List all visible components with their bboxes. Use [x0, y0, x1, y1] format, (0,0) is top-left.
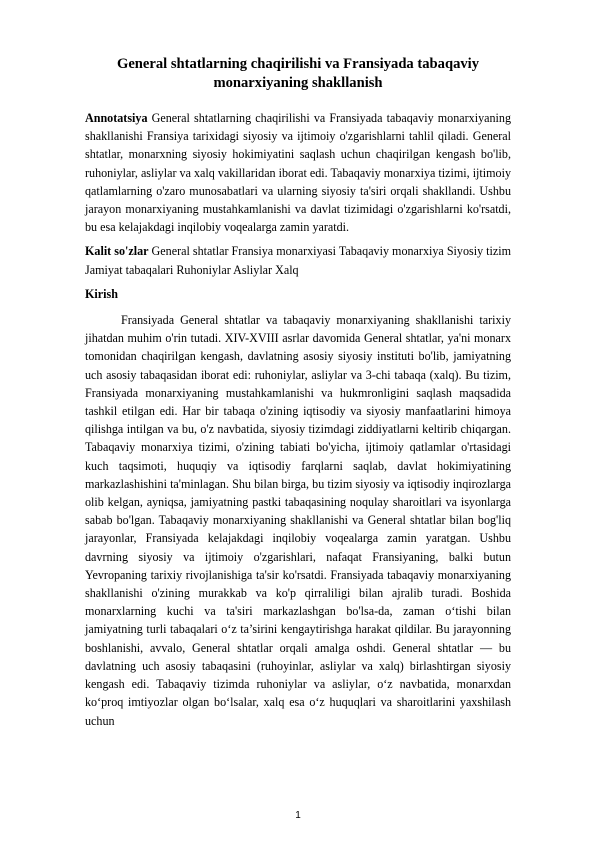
keywords-label: Kalit so'zlar [85, 244, 149, 259]
abstract-paragraph [85, 109, 511, 236]
section-heading-kirish: Kirish [85, 286, 118, 301]
abstract-text: General shtatlarning chaqirilishi va Fransiyada tabaqaviy monarxiyaning shakllanishi Fransiya tarixidagi siyosiy va ijtimoiy o'zgarishlarni tahlil qiladi. General shtatlar, monarxning siyosiy hokimiyatini saqlash uchun chaqirilgan kengash bo'lib, ruhoniylar, asliylar va xalq vakillaridan iborat edi. Tabaqaviy monarxiya tizimi, ijtimoiy qatlamlarning o'zaro munosabatlari va ularning siyosiy ta'siri orqali shakllandi. Ushbu jarayon monarxiyaning mustahkamlanishi va davlat tizimidagi o'zgarishlarni ko'rsatdi, bu esa kelajakdagi inqilobiy voqealarga zamin yaratdi. [85, 111, 511, 235]
intro-paragraph: Fransiyada General shtatlar va tabaqaviy monarxiyaning shakllanishi tarixiy jihatdan muhim o'rin tutadi. XIV-XVIII asrlar davomida General shtatlar, ya'ni monarx tomonidan chaqirilgan kengash, davlatning asosiy siyosiy instituti bo'lib, jamiyatning uch asosiy tabaqasidan iborat edi: ruhoniylar, asliylar va 3-chi tabaqa (xalq). Bu tizim, Fransiyada monarxiyaning mustahkamlanishi va hukmronligini saqlash maqsadida tashkil etilgan edi. Har bir tabaqa o'zining iqtisodiy va siyosiy manfaatlarini himoya qilishga intilgan va bu, o'z navbatida, siyosiy tizimdagi ziddiyatlarni keltirib chiqargan. Tabaqaviy monarxiya tizimi, o'zining tabiati bo'yicha, ijtimoiy qatlamlar o'rtasidagi kuch taqsimoti, huquqiy va iqtisodiy farqlarni saqlab, davlat hokimiyatining markazlashishini ta'minlagan. Shu bilan birga, bu tizim siyosiy va iqtisodiy inqirozlarga olib kelgan, ayniqsa, jamiyatning pastki tabaqasining noqulay sharoitlari va isyonlarga sabab bo'lgan. Tabaqaviy monarxiyaning shakllanishi va General shtatlar bilan bog'liq jarayonlar, Fransiyada kelajakdagi inqilobiy voqealarga zamin yaratgan. Ushbu davrning siyosiy va ijtimoiy o'zgarishlari, nafaqat Fransiyaning, balki butun Yevropaning tarixiy rivojlanishiga ta'sir ko'rsatdi. Fransiyada tabaqaviy monarxiyaning shakllanishi o'zining murakkab va ko'p qirraliligi bilan ajralib turadi. Boshida monarxlarning kuchi va ta'siri markazlashgan bo'lsa-da, zaman o‘tishi bilan jamiyatning turli tabaqalari o‘z ta’sirini kengaytirishga harakat qildilar. Bu jarayonning boshlanishi, avvalo, General shtatlar orqali amalga oshdi. General shtatlar — bu davlatning uch asosiy tabaqasini (ruhoyinlar, asliylar va xalq) birlashtirgan siyosiy kengash edi. Tabaqaviy tizimda ruhoniylar va asliylar, o‘z navbatida, monarxdan ko‘proq imtiyozlar olgan bo‘lsalar, xalq esa o‘z huquqlari va sharoitlarini yaxshilash uchun [85, 313, 511, 728]
page-number: 1 [295, 810, 301, 821]
keywords-paragraph [85, 242, 511, 278]
abstract-label: Annotatsiya [85, 111, 148, 125]
keywords-text: General shtatlar Fransiya monarxiyasi Tabaqaviy monarxiya Siyosiy tizim Jamiyat tabaqalari Ruhoniylar Asliylar Xalq [85, 244, 512, 277]
document-page [85, 55, 511, 736]
document-title: General shtatlarning chaqirilishi va Fransiyada tabaqaviy monarxiyaning shakllanish [116, 56, 480, 91]
